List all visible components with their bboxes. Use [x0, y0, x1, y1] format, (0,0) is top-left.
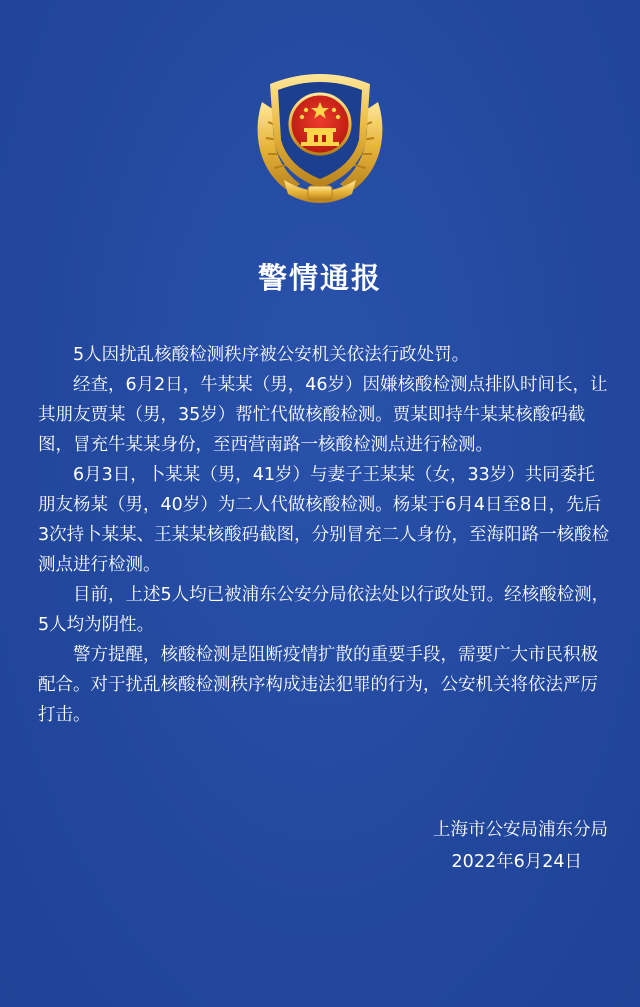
paragraph: 经查，6月2日，牛某某（男，46岁）因嫌核酸检测点排队时间长，让其朋友贾某（男，35岁）帮忙代做核酸检测。贾某即持牛某某核酸码截图，冒充牛某某身份，至西营南路一核酸检测点进行检测。	[38, 375, 608, 455]
paragraph: 目前，上述5人均已被浦东公安分局依法处以行政处罚。经核酸检测，5人均为阴性。	[38, 585, 610, 635]
issuer-name: 上海市公安局浦东分局	[433, 820, 608, 840]
notice-body	[38, 340, 610, 730]
issue-date: 2022年6月24日	[451, 852, 582, 872]
police-emblem-icon	[248, 62, 392, 212]
paragraph: 警方提醒，核酸检测是阻断疫情扩散的重要手段，需要广大市民积极配合。对于扰乱核酸检测秩序构成违法犯罪的行为，公安机关将依法严厉打击。	[38, 645, 598, 725]
paragraph: 5人因扰乱核酸检测秩序被公安机关依法行政处罚。	[73, 345, 470, 365]
signature-block	[308, 814, 608, 878]
page-title: 警情通报	[257, 261, 382, 295]
paragraph: 6月3日，卜某某（男，41岁）与妻子王某某（女，33岁）共同委托朋友杨某（男，40岁）为二人代做核酸检测。杨某于6月4日至8日，先后3次持卜某某、王某某核酸码截图，分别冒充二人身份，至海阳路一核酸检测点进行检测。	[38, 465, 610, 575]
